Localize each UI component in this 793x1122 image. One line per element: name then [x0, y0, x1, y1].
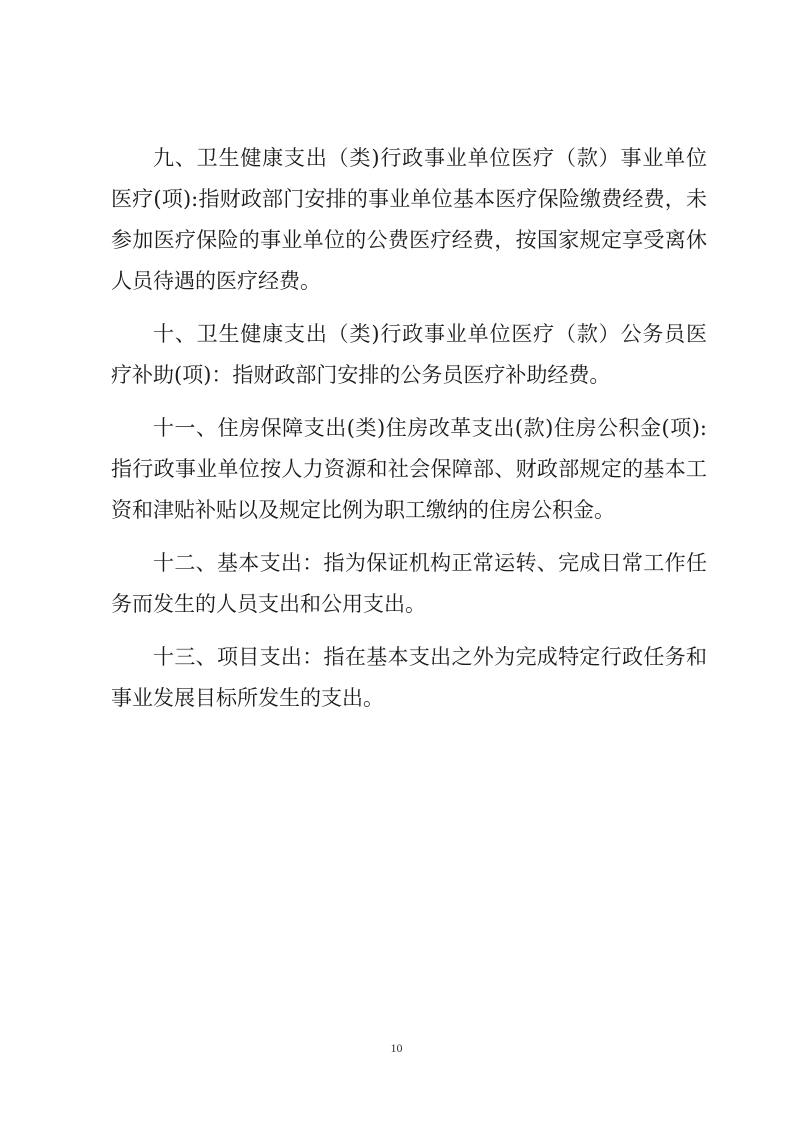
paragraph-project-expenditure: 十三、项目支出：指在基本支出之外为完成特定行政任务和事业发展目标所发生的支出。 — [111, 645, 707, 710]
paragraph-housing-provident-fund: 十一、住房保障支出(类)住房改革支出(款)住房公积金(项):指行政事业单位按人力资源和社会保障部、财政部规定的基本工资和津贴补贴以及规定比例为职工缴纳的住房公积金。 — [111, 416, 707, 522]
page-number: 10 — [390, 1041, 403, 1055]
document-body — [111, 138, 707, 731]
paragraph-civil-servant-medical-subsidy: 十、卫生健康支出（类)行政事业单位医疗（款）公务员医疗补助(项)：指财政部门安排的公务员医疗补助经费。 — [111, 322, 707, 387]
paragraph-health-public-institution-medical: 九、卫生健康支出（类)行政事业单位医疗（款）事业单位医疗(项):指财政部门安排的事业单位基本医疗保险缴费经费，未参加医疗保险的事业单位的公费医疗经费，按国家规定享受离休人员待遇的医疗经费。 — [111, 146, 707, 293]
paragraph-basic-expenditure: 十二、基本支出：指为保证机构正常运转、完成日常工作任务而发生的人员支出和公用支出。 — [111, 551, 707, 616]
